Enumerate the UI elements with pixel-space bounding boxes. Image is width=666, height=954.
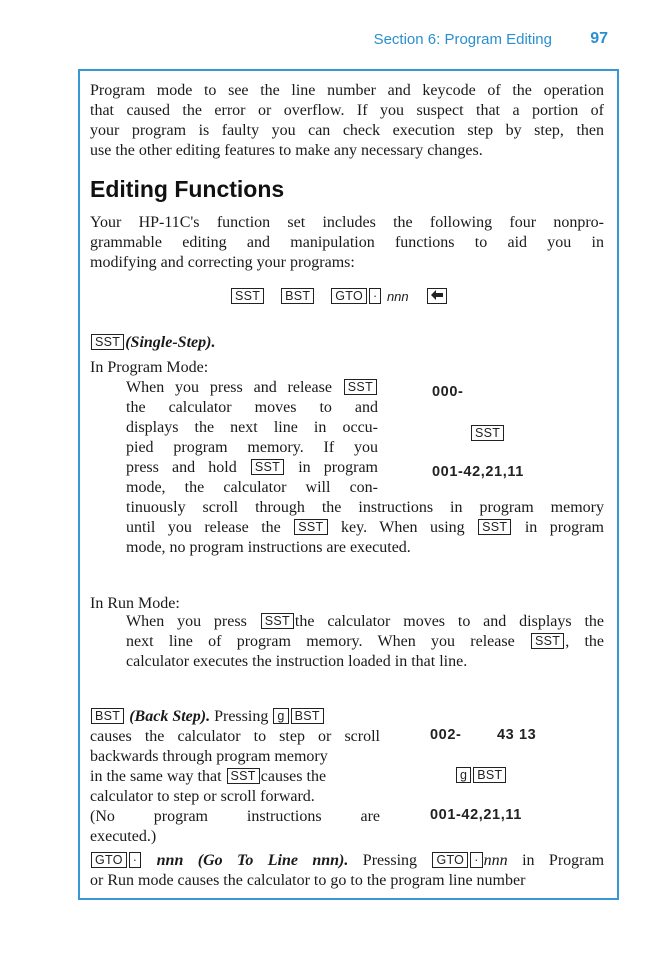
page-header: [0, 31, 666, 51]
display-readout-4: 001-42,21,11: [430, 807, 522, 823]
display-readout-3b: 43 13: [497, 727, 537, 743]
gto-line-2: or Run mode causes the calculator to go to the program line number: [90, 872, 526, 889]
sst-prog-line-7: tinuously scroll through the instructions in program memory: [126, 499, 604, 516]
page-number: 97: [590, 30, 608, 47]
sst-title: (Single-Step).: [125, 334, 216, 351]
bst-key: BST: [91, 708, 124, 724]
gto-title: nnn (Go To Line nnn).: [156, 852, 349, 869]
sst-prog-line-3: displays the next line in occu-: [126, 419, 378, 436]
bst-key: BST: [473, 767, 506, 783]
section-heading: Editing Functions: [90, 176, 285, 202]
sst-prog-line-2: the calculator moves to and: [126, 399, 378, 416]
sst-key: SST: [231, 288, 264, 304]
editing-line-2: grammable editing and manipulation functions to aid you in: [90, 234, 604, 251]
sst-prog-line-4: pied program memory. If you: [126, 439, 378, 456]
sst-prog-line-1: When you press and release SST: [126, 378, 378, 398]
display-readout-3: 002-: [430, 727, 462, 743]
sst-run-line-3: calculator executes the instruction loaded in that line.: [126, 653, 468, 670]
sst-prog-line-6: mode, the calculator will con-: [126, 479, 378, 496]
dot-key: ·: [369, 288, 381, 304]
sst-run-line-2: next line of program memory. When you release SST , the: [126, 633, 605, 650]
sst-key: SST: [294, 519, 327, 535]
bst-line-7: executed.): [90, 828, 157, 845]
bst-line-4: in the same way that SST causes the: [90, 768, 327, 785]
bst-line-2: causes the calculator to step or scroll: [90, 728, 380, 745]
sst-key: SST: [344, 379, 377, 395]
sst-title-line: [90, 333, 215, 353]
section-title: Section 6: Program Editing: [373, 31, 552, 48]
intro-line-1: Program mode to see the line number and keycode of the operation: [90, 82, 604, 99]
sst-key: SST: [251, 459, 284, 475]
bst-line-5: calculator to step or scroll forward.: [90, 788, 315, 805]
display-readout-2: 001-42,21,11: [432, 464, 524, 480]
sst-key: SST: [261, 613, 294, 629]
g-key: g: [456, 767, 471, 783]
gto-line-1: GTO · nnn (Go To Line nnn). Pressing GTO · nnn in Program: [90, 851, 604, 871]
gto-key: GTO: [432, 852, 468, 868]
sst-run-line-1: When you press SST the calculator moves to and displays the: [126, 613, 605, 630]
sst-prog-line-9: mode, no program instructions are executed.: [126, 539, 411, 556]
gto-key: GTO: [331, 288, 367, 304]
back-arrow-key: [427, 288, 447, 304]
dot-key: ·: [470, 852, 482, 868]
sst-prog-line-8: until you release the SST key. When using SST in program: [126, 519, 605, 536]
sst-prog-line-5: press and hold SST in program: [126, 459, 379, 476]
dot-key: ·: [129, 852, 141, 868]
run-mode-label: In Run Mode:: [90, 595, 180, 612]
gto-key: GTO: [91, 852, 127, 868]
editing-line-3: modifying and correcting your programs:: [90, 254, 355, 271]
intro-line-4: use the other editing features to make any necessary changes.: [90, 142, 483, 159]
sst-key: SST: [478, 519, 511, 535]
nnn-label: nnn: [386, 289, 409, 304]
bst-key: BST: [281, 288, 314, 304]
bst-line-3: backwards through program memory: [90, 748, 328, 765]
g-key: g: [273, 708, 288, 724]
bst-key: BST: [291, 708, 324, 724]
bst-title: (Back Step).: [129, 708, 211, 725]
bst-title-line: BST (Back Step). Pressing g BST: [90, 707, 325, 727]
sst-key: SST: [531, 633, 564, 649]
bst-line-6: (No program instructions are: [90, 808, 380, 825]
intro-line-2: that caused the error or overflow. If you suspect that a portion of: [90, 102, 604, 119]
editing-keys-row: [230, 288, 470, 308]
intro-line-3: your program is faulty you can check execution step by step, then: [90, 122, 604, 139]
back-arrow-icon: [430, 289, 444, 301]
display-readout-1: 000-: [432, 384, 464, 400]
display-keys: [455, 766, 507, 786]
display-key: [470, 424, 505, 444]
sst-key: SST: [91, 334, 124, 350]
editing-line-1: Your HP-11C's function set includes the following four nonpro-: [90, 214, 604, 231]
program-mode-label: In Program Mode:: [90, 359, 209, 376]
sst-key: SST: [471, 425, 504, 441]
sst-key: SST: [227, 768, 260, 784]
